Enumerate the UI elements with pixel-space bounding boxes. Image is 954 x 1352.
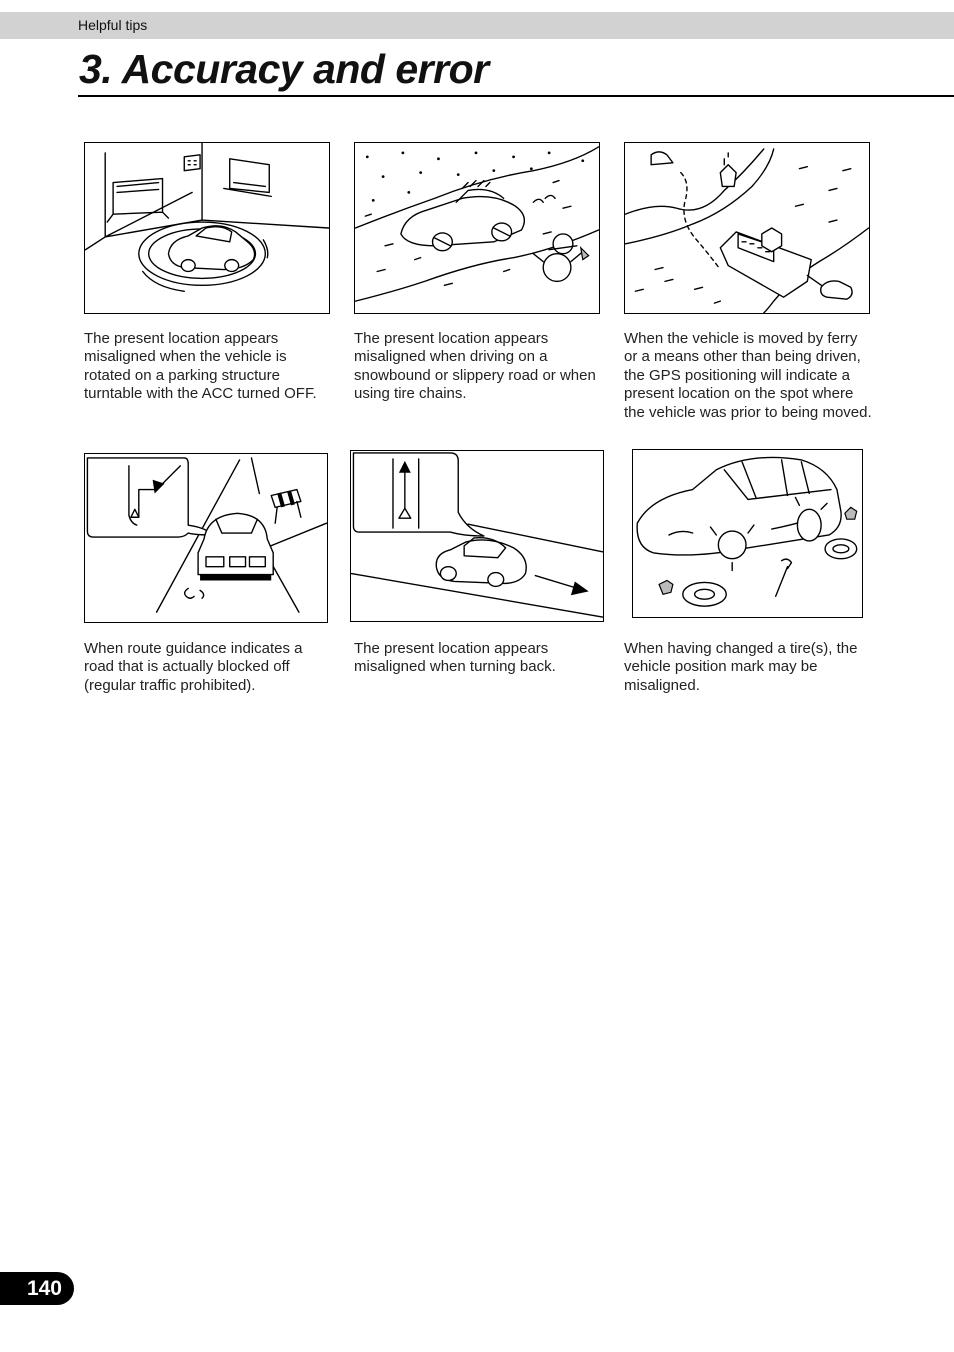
- section-label: Helpful tips: [78, 17, 148, 33]
- ferry-illustration: [624, 142, 870, 314]
- page-title: 3. Accuracy and error: [79, 46, 489, 92]
- caption-ferry: When the vehicle is moved by ferry or a means other than being driven, the GPS positioning will indicate a present location on the spot where the vehicle was prior to being moved.: [624, 330, 872, 421]
- caption-snowy-road: The present location appears misaligned when driving on a snowbound or slippery road or when using tire chains.: [354, 330, 596, 403]
- tire-change-illustration: [632, 449, 863, 618]
- title-divider: [78, 95, 954, 97]
- caption-blocked-road: When route guidance indicates a road that is actually blocked off (regular traffic prohibited).: [84, 640, 303, 694]
- blocked-road-illustration: [84, 453, 328, 623]
- caption-turning-back: The present location appears misaligned when turning back.: [354, 640, 556, 676]
- turning-back-illustration: [350, 450, 604, 622]
- caption-tire-change: When having changed a tire(s), the vehicle position mark may be misaligned.: [624, 640, 858, 694]
- snowy-road-illustration: [354, 142, 600, 314]
- caption-parking-turntable: The present location appears misaligned when the vehicle is rotated on a parking structure turntable with the ACC turned OFF.: [84, 330, 317, 403]
- page-number: 140: [0, 1272, 74, 1305]
- header-bar: [0, 12, 954, 39]
- parking-turntable-illustration: [84, 142, 330, 314]
